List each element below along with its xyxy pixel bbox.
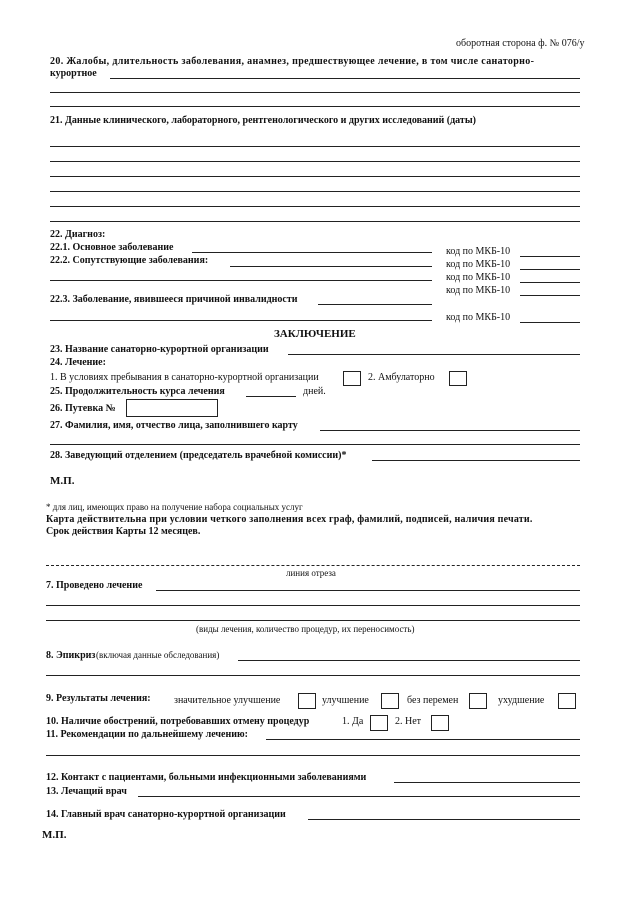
section-21-label: 21. Данные клинического, лабораторного, рентгенологического и других исследований (даты) bbox=[50, 115, 476, 126]
result-unchanged-label: без перемен bbox=[407, 695, 459, 706]
treatment-done-field[interactable] bbox=[156, 590, 580, 591]
exacerbation-yes-label: 1. Да bbox=[342, 716, 364, 727]
conclusion-title: ЗАКЛЮЧЕНИЕ bbox=[274, 328, 356, 340]
section-13-label: 13. Лечащий врач bbox=[46, 786, 127, 797]
disability-field-1[interactable] bbox=[318, 304, 432, 305]
days-unit: дней. bbox=[303, 386, 326, 397]
section-20-label-cont: курортное bbox=[50, 68, 97, 79]
mkb-code-field[interactable] bbox=[520, 269, 580, 270]
mkb-code-field[interactable] bbox=[520, 256, 580, 257]
treatment-done-field-line-2[interactable] bbox=[46, 605, 580, 606]
recommendations-field-line-2[interactable] bbox=[46, 755, 580, 756]
section-22-title: 22. Диагноз: bbox=[50, 229, 106, 240]
section-9-label: 9. Результаты лечения: bbox=[46, 693, 151, 704]
exacerbation-yes-checkbox[interactable] bbox=[370, 715, 388, 731]
research-field-line-5[interactable] bbox=[50, 206, 580, 207]
mkb-code-field[interactable] bbox=[520, 282, 580, 283]
organization-name-field[interactable] bbox=[288, 354, 580, 355]
cut-line bbox=[46, 565, 580, 566]
filler-name-field[interactable] bbox=[320, 430, 580, 431]
concomitant-field-1[interactable] bbox=[230, 266, 432, 267]
section-26-label: 26. Путевка № bbox=[50, 403, 116, 414]
validity-note: Карта действительна при условии четкого заполнения всех граф, фамилий, подписей, наличия печати. bbox=[46, 514, 533, 525]
mkb-code-label: код по МКБ-10 bbox=[446, 246, 511, 257]
treatment-inpatient-checkbox[interactable] bbox=[343, 371, 361, 386]
treatment-outpatient-checkbox[interactable] bbox=[449, 371, 467, 386]
research-field-line-3[interactable] bbox=[50, 176, 580, 177]
section-8-label: 8. Эпикриз bbox=[46, 650, 96, 661]
course-duration-field[interactable] bbox=[246, 396, 296, 397]
concomitant-field-2[interactable] bbox=[50, 280, 432, 281]
section-25-label: 25. Продолжительность курса лечения bbox=[50, 386, 225, 397]
research-field-line-4[interactable] bbox=[50, 191, 580, 192]
attending-doctor-field[interactable] bbox=[138, 796, 580, 797]
complaints-field[interactable] bbox=[110, 78, 580, 79]
result-worse-checkbox[interactable] bbox=[558, 693, 576, 709]
treatment-option-inpatient-label: 1. В условиях пребывания в санаторно-курортной организации bbox=[50, 372, 319, 383]
treatment-done-field-line-3[interactable] bbox=[46, 620, 580, 621]
section-23-label: 23. Название санаторно-курортной организации bbox=[50, 344, 269, 355]
mkb-code-label: код по МКБ-10 bbox=[446, 272, 511, 283]
epicrisis-hint: (включая данные обследования) bbox=[96, 650, 220, 660]
result-unchanged-checkbox[interactable] bbox=[469, 693, 487, 709]
main-diagnosis-label: 22.1. Основное заболевание bbox=[50, 242, 174, 253]
cut-line-label: линия отреза bbox=[286, 568, 336, 578]
mkb-code-label: код по МКБ-10 bbox=[446, 285, 511, 296]
result-worse-label: ухудшение bbox=[498, 695, 545, 706]
stamp-label: М.П. bbox=[50, 475, 75, 487]
complaints-field-line-2[interactable] bbox=[50, 92, 580, 93]
voucher-number-field[interactable] bbox=[126, 399, 218, 417]
chief-doctor-field[interactable] bbox=[308, 819, 580, 820]
result-significant-label: значительное улучшение bbox=[174, 695, 281, 706]
filler-name-field-line-2[interactable] bbox=[50, 444, 580, 445]
epicrisis-field[interactable] bbox=[238, 660, 580, 661]
section-7-label: 7. Проведено лечение bbox=[46, 580, 143, 591]
section-11-label: 11. Рекомендации по дальнейшему лечению: bbox=[46, 729, 248, 740]
stamp-label-2: М.П. bbox=[42, 829, 67, 841]
infection-contact-field[interactable] bbox=[394, 782, 580, 783]
section-12-label: 12. Контакт с пациентами, больными инфекционными заболеваниями bbox=[46, 772, 367, 783]
result-improved-label: улучшение bbox=[322, 695, 369, 706]
main-diagnosis-field[interactable] bbox=[192, 252, 432, 253]
disability-diagnosis-label: 22.3. Заболевание, явившееся причиной инвалидности bbox=[50, 294, 298, 305]
complaints-field-line-3[interactable] bbox=[50, 106, 580, 107]
result-significant-checkbox[interactable] bbox=[298, 693, 316, 709]
section-14-label: 14. Главный врач санаторно-курортной организации bbox=[46, 809, 286, 820]
research-field-line-6[interactable] bbox=[50, 221, 580, 222]
result-improved-checkbox[interactable] bbox=[381, 693, 399, 709]
recommendations-field[interactable] bbox=[266, 739, 580, 740]
validity-period: Срок действия Карты 12 месяцев. bbox=[46, 526, 201, 537]
epicrisis-field-line-2[interactable] bbox=[46, 675, 580, 676]
exacerbation-no-label: 2. Нет bbox=[395, 716, 422, 727]
mkb-code-label: код по МКБ-10 bbox=[446, 312, 511, 323]
research-field-line-2[interactable] bbox=[50, 161, 580, 162]
section-20-label: 20. Жалобы, длительность заболевания, анамнез, предшествующее лечение, в том числе санаторно- bbox=[50, 56, 535, 67]
mkb-code-label: код по МКБ-10 bbox=[446, 259, 511, 270]
footnote: * для лиц, имеющих право на получение набора социальных услуг bbox=[46, 502, 303, 512]
mkb-code-field[interactable] bbox=[520, 322, 580, 323]
treatment-hint: (виды лечения, количество процедур, их переносимость) bbox=[196, 624, 415, 634]
form-reference: оборотная сторона ф. № 076/у bbox=[456, 38, 585, 49]
section-24-label: 24. Лечение: bbox=[50, 357, 106, 368]
exacerbation-no-checkbox[interactable] bbox=[431, 715, 449, 731]
concomitant-diagnosis-label: 22.2. Сопутствующие заболевания: bbox=[50, 255, 209, 266]
treatment-option-outpatient-label: 2. Амбулаторно bbox=[368, 372, 435, 383]
section-28-label: 28. Заведующий отделением (председатель врачебной комиссии)* bbox=[50, 450, 347, 461]
section-27-label: 27. Фамилия, имя, отчество лица, заполнившего карту bbox=[50, 420, 298, 431]
disability-field-2[interactable] bbox=[50, 320, 432, 321]
mkb-code-field[interactable] bbox=[520, 295, 580, 296]
head-signature-field[interactable] bbox=[372, 460, 580, 461]
research-field-line-1[interactable] bbox=[50, 146, 580, 147]
section-10-label: 10. Наличие обострений, потребовавших отмену процедур bbox=[46, 716, 310, 727]
